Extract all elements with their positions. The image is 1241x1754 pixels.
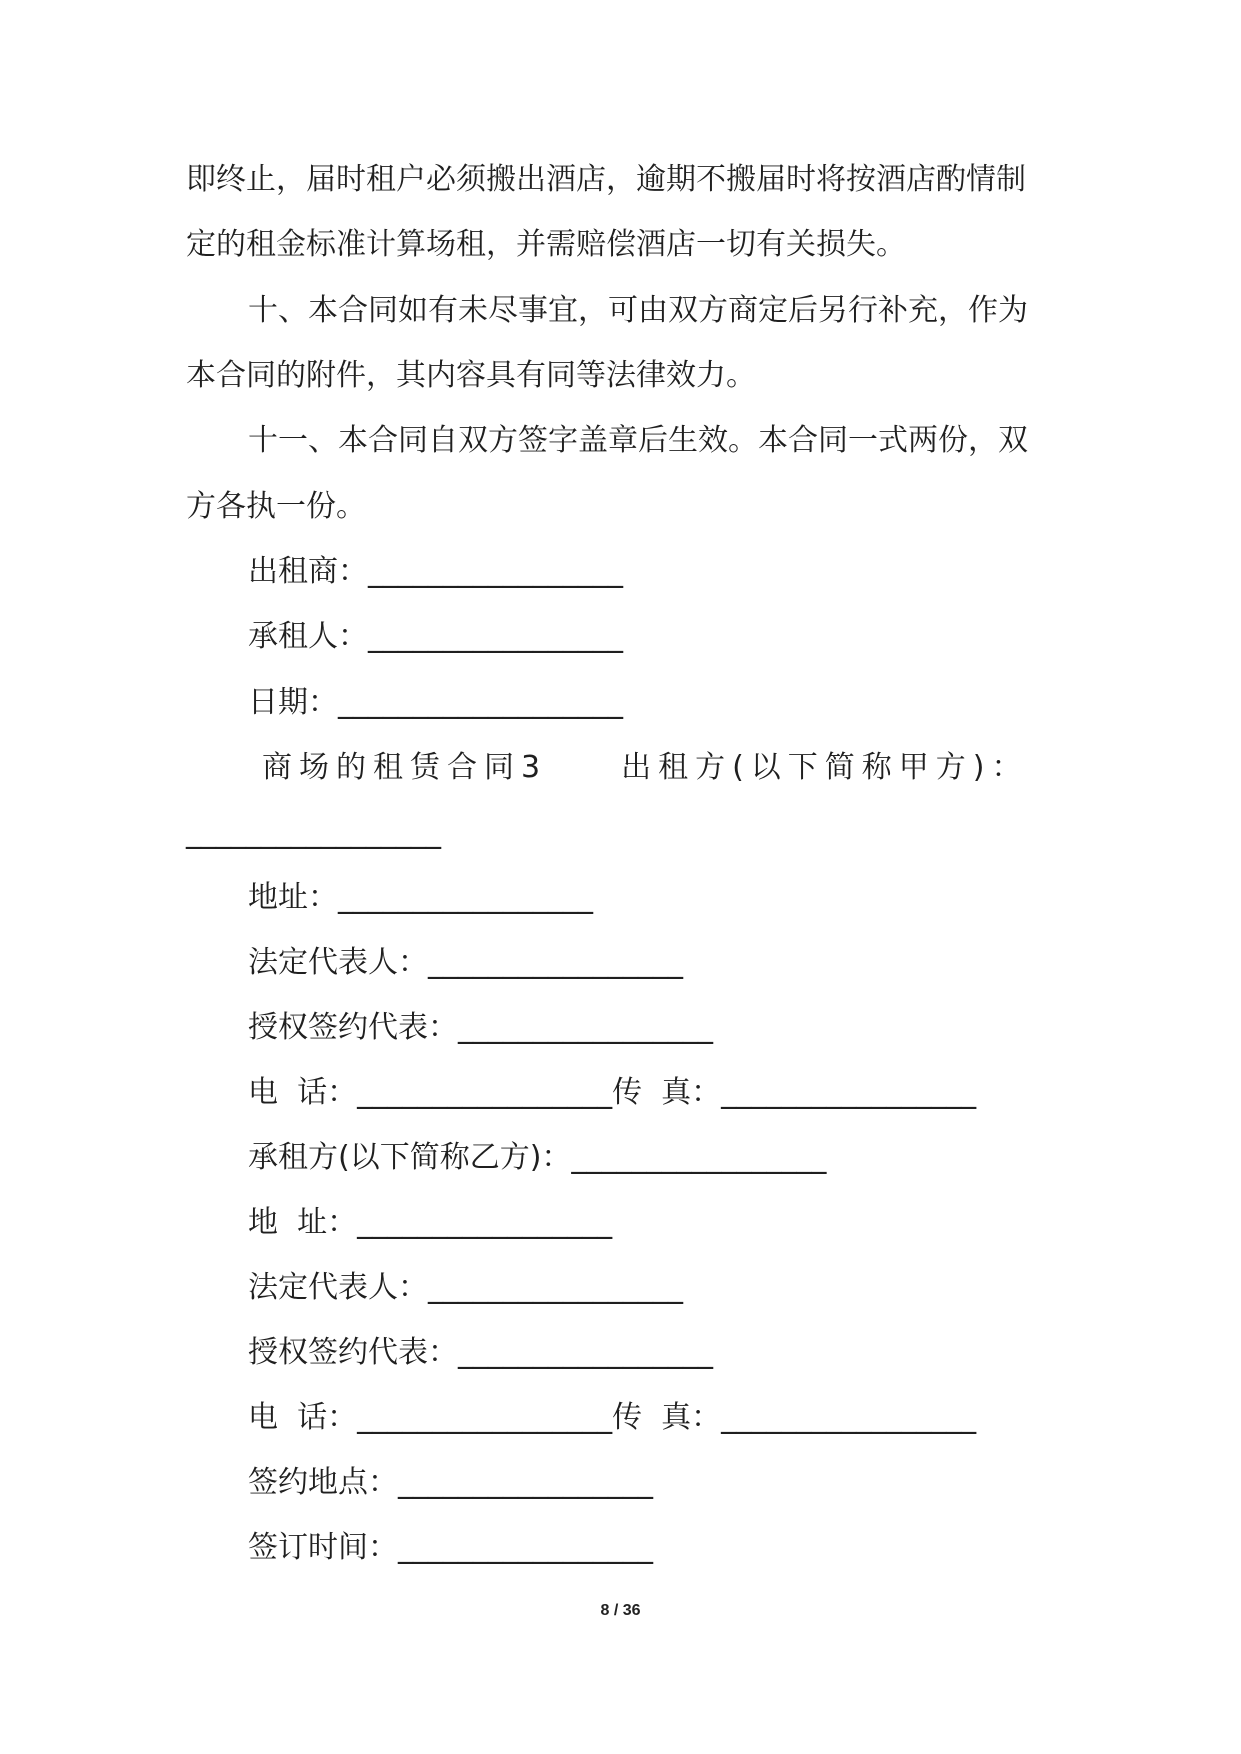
signature-date: 日期：___________________ — [248, 685, 623, 720]
signature-lessor: 出租商：_________________ — [248, 554, 623, 589]
lessee-address-field: 地 址：_________________ — [248, 1205, 613, 1240]
paragraph-line: 方各执一份。 — [186, 489, 366, 524]
lessor-phone-fax-field: 电 话：_________________传 真：_________________ — [248, 1075, 977, 1110]
lessee-authorized-representative-field: 授权签约代表：_________________ — [248, 1335, 713, 1370]
paragraph-line: 定的租金标准计算场租，并需赔偿酒店一切有关损失。 — [186, 227, 906, 262]
signing-place-field: 签约地点：_________________ — [248, 1465, 653, 1500]
signing-time-field: 签订时间：_________________ — [248, 1530, 653, 1565]
signature-lessee: 承租人：_________________ — [248, 619, 623, 654]
paragraph-line: 十、本合同如有未尽事宜，可由双方商定后另行补充，作为 — [248, 293, 1028, 328]
contract3-heading: 商场的租赁合同3 出租方(以下简称甲方)： — [262, 750, 1029, 785]
lessee-legal-representative-field: 法定代表人：_________________ — [248, 1270, 683, 1305]
lessee-phone-fax-field: 电 话：_________________传 真：_________________ — [248, 1400, 977, 1435]
lessor-authorized-representative-field: 授权签约代表：_________________ — [248, 1010, 713, 1045]
paragraph-line: 十一、本合同自双方签字盖章后生效。本合同一式两份，双 — [248, 423, 1028, 458]
lessor-legal-representative-field: 法定代表人：_________________ — [248, 945, 683, 980]
lessee-heading-field: 承租方(以下简称乙方)：_________________ — [248, 1140, 827, 1175]
contract3-lessor-blank: _________________ — [186, 815, 441, 850]
page-number: 8 / 36 — [600, 1602, 641, 1619]
paragraph-line: 即终止，届时租户必须搬出酒店，逾期不搬届时将按酒店酌情制 — [186, 162, 1026, 197]
lessor-address-field: 地址：_________________ — [248, 880, 593, 915]
paragraph-line: 本合同的附件，其内容具有同等法律效力。 — [186, 358, 756, 393]
